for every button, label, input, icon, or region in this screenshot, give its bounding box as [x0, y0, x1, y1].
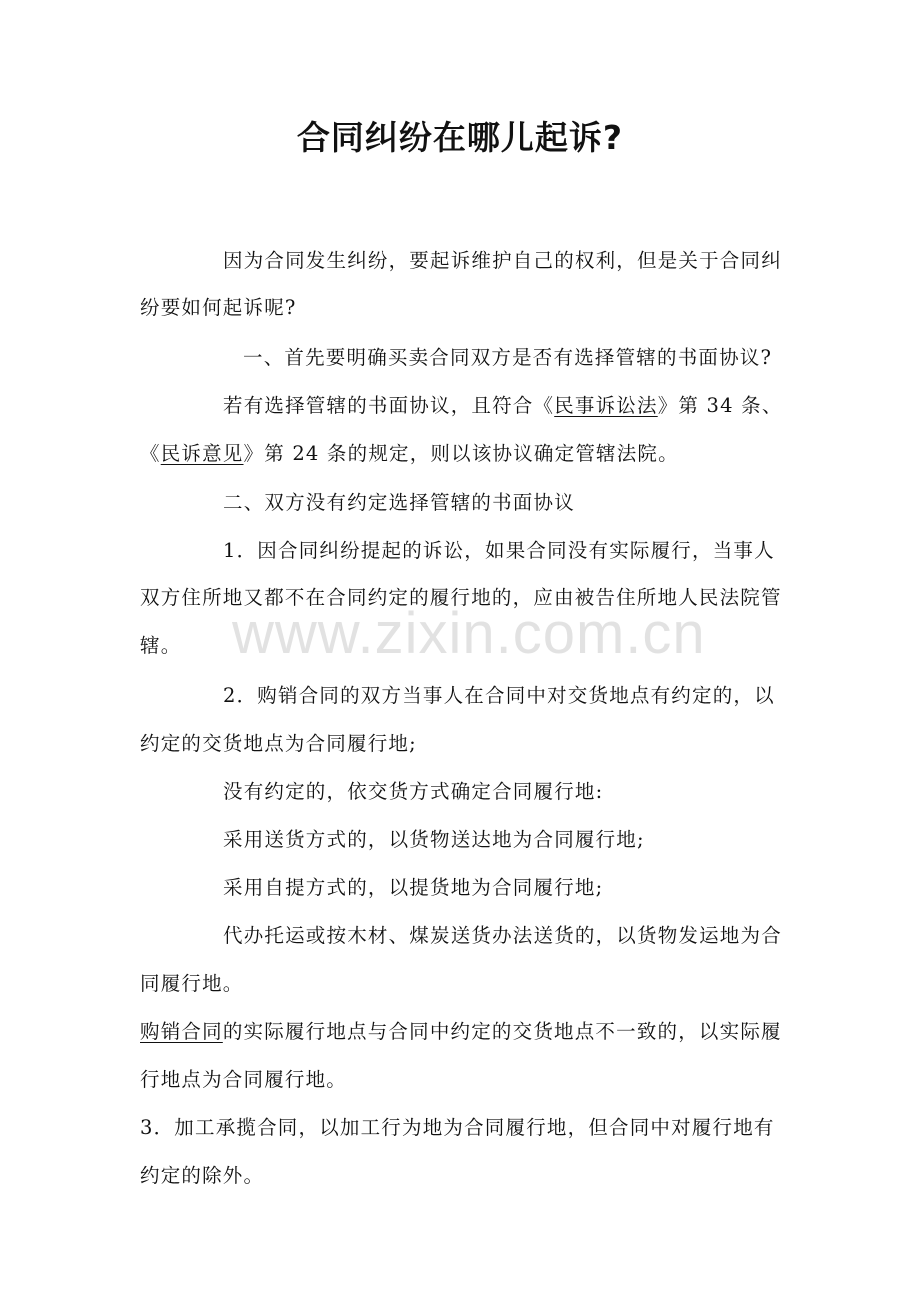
- watermark: www.zixin.com.cn: [232, 601, 706, 666]
- paragraph-line: 因为合同发生纠纷，要起诉维护自己的权利，但是关于合同纠: [223, 249, 782, 272]
- list-item-2-line: 同履行地。: [140, 972, 244, 995]
- text-span: 》第 24 条的规定，则以该协议确定管辖法院。: [243, 442, 679, 465]
- purchase-contract-link[interactable]: 购销合同: [140, 1020, 223, 1043]
- law-link-civil-procedure[interactable]: 民事诉讼法: [554, 394, 658, 417]
- list-item-2-line: 采用自提方式的，以提货地为合同履行地;: [223, 876, 604, 899]
- document-title: 合同纠纷在哪儿起诉?: [296, 118, 624, 157]
- list-item-2-line: 没有约定的，依交货方式确定合同履行地:: [223, 780, 604, 803]
- paragraph-line: [140, 1019, 785, 1045]
- list-item-2-line: 采用送货方式的，以货物送达地为合同履行地;: [223, 828, 645, 851]
- paragraph-line: [140, 441, 785, 467]
- list-item-1-line: 辖。: [140, 634, 182, 657]
- paragraph-line: 纷要如何起诉呢?: [140, 296, 297, 319]
- paragraph-line: [223, 393, 868, 419]
- list-item-1-line: 1．因合同纠纷提起的诉讼，如果合同没有实际履行，当事人: [223, 539, 775, 562]
- text-span: 若有选择管辖的书面协议，且符合《: [223, 394, 555, 417]
- section-heading-2: 二、双方没有约定选择管辖的书面协议: [223, 491, 575, 514]
- text-span: 《: [140, 442, 161, 465]
- text-span: 的实际履行地点与合同中约定的交货地点不一致的，以实际履: [222, 1020, 782, 1043]
- list-item-2-line: 约定的交货地点为合同履行地;: [140, 732, 417, 755]
- paragraph-line: 行地点为合同履行地。: [140, 1068, 348, 1091]
- list-item-2-line: 代办托运或按木材、煤炭送货办法送货的，以货物发运地为合: [223, 924, 782, 947]
- law-link-civil-opinion[interactable]: 民诉意见: [160, 442, 244, 465]
- list-item-3-line: 3．加工承揽合同，以加工行为地为合同履行地，但合同中对履行地有: [140, 1116, 775, 1139]
- text-span: 》第 34 条、: [657, 394, 783, 417]
- section-heading-1: 一、首先要明确买卖合同双方是否有选择管辖的书面协议?: [243, 346, 773, 369]
- list-item-2-line: 2．购销合同的双方当事人在合同中对交货地点有约定的，以: [223, 684, 775, 707]
- list-item-3-line: 约定的除外。: [140, 1164, 265, 1187]
- list-item-1-line: 双方住所地又都不在合同约定的履行地的，应由被告住所地人民法院管: [140, 586, 782, 609]
